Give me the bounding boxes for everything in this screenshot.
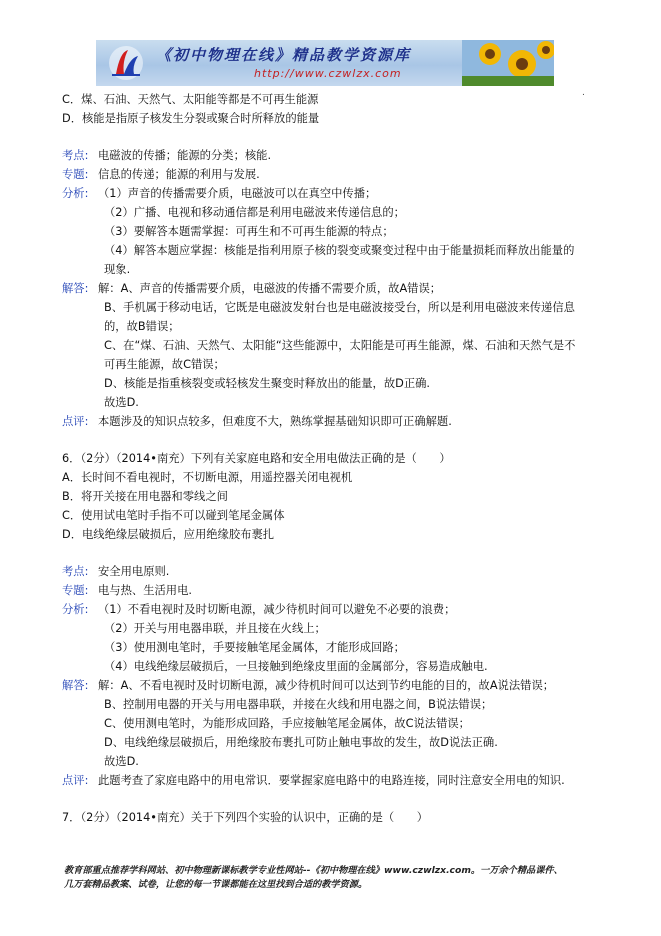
page-footer xyxy=(64,864,624,892)
fenxi-label: 分析: xyxy=(62,187,89,200)
site-logo-icon xyxy=(106,44,146,82)
jieda-line: B、控制用电器的开关与用电器串联，并接在火线和用电器之间，B说法错误； xyxy=(104,698,493,711)
a5-jieda xyxy=(62,279,592,298)
zhuanti-text: 电与热、生活用电. xyxy=(98,584,192,597)
fenxi-line: （3）要解答本题需掌握：可再生和不可再生能源的特点； xyxy=(104,225,394,238)
a6-kaodian xyxy=(62,562,592,581)
jieda-line: D、核能是指重核裂变或轻核发生聚变时释放出的能量，故D正确. xyxy=(104,377,431,390)
q7-stem: 7．（2分）（2014•南充）关于下列四个实验的认识中，正确的是（ ） xyxy=(62,811,429,824)
q5-option-c: C．煤、石油、天然气、太阳能等都是不可再生能源 xyxy=(62,93,319,106)
fenxi-line: （1）不看电视时及时切断电源，减少待机时间可以避免不必要的浪费； xyxy=(98,603,456,616)
fenxi-line: （4）解答本题应掌握：核能是指利用原子核的裂变或聚变过程中由于能量损耗而释放出能量的 xyxy=(104,244,575,257)
jieda-line: C、在“煤、石油、天然气、太阳能“这些能源中，太阳能是可再生能源，煤、石油和天然气是不 xyxy=(104,339,576,352)
kaodian-label: 考点: xyxy=(62,149,89,162)
fenxi-line: （2）广播、电视和移动通信都是利用电磁波来传递信息的； xyxy=(104,206,405,219)
a5-kaodian xyxy=(62,146,592,165)
fenxi-line: （1）声音的传播需要介质，电磁波可以在真空中传播； xyxy=(98,187,377,200)
jieda-label: 解答: xyxy=(62,282,89,295)
dianping-text: 此题考查了家庭电路中的用电常识．要掌握家庭电路中的电路连接，同时注意安全用电的知识. xyxy=(98,774,565,787)
kaodian-label: 考点: xyxy=(62,565,89,578)
fenxi-label: 分析: xyxy=(62,603,89,616)
zhuanti-label: 专题: xyxy=(62,584,89,597)
footer-line: 教育部重点推荐学科网站、初中物理新课标教学专业性网站--《初中物理在线》www.czwlzx.com。一万余个精品课件、 xyxy=(64,865,563,876)
a6-zhuanti xyxy=(62,581,592,600)
fenxi-line: （3）使用测电笔时，手要接触笔尾金属体，才能形成回路； xyxy=(104,641,405,654)
q6-stem: 6．（2分）（2014•南充）下列有关家庭电路和安全用电做法正确的是（ ） xyxy=(62,452,451,465)
a6-jieda xyxy=(62,676,592,695)
jieda-line: 解：A、不看电视时及时切断电源，减少待机时间可以达到节约电能的目的，故A说法错误； xyxy=(98,679,555,692)
a6-dianping xyxy=(62,771,592,790)
kaodian-text: 电磁波的传播；能源的分类；核能. xyxy=(98,149,272,162)
jieda-line: 解：A、声音的传播需要介质，电磁波的传播不需要介质，故A错误； xyxy=(98,282,442,295)
jieda-line: B、手机属于移动电话，它既是电磁波发射台也是电磁波接受台，所以是利用电磁波来传递信息 xyxy=(104,301,575,314)
jieda-line: 的，故B错误； xyxy=(104,320,180,333)
q6-option-a: A．长时间不看电视时，不切断电源，用遥控器关闭电视机 xyxy=(62,471,353,484)
q6-option-d: D．电线绝缘层破损后，应用绝缘胶布裹扎 xyxy=(62,528,275,541)
jieda-label: 解答: xyxy=(62,679,89,692)
q5-option-d: D．核能是指原子核发生分裂或聚合时所释放的能量 xyxy=(62,112,320,125)
jieda-line: C、使用测电笔时，为能形成回路，手应接触笔尾金属体，故C说法错误； xyxy=(104,717,470,730)
corner-mark: . xyxy=(582,88,585,98)
zhuanti-label: 专题: xyxy=(62,168,89,181)
zhuanti-text: 信息的传递；能源的利用与发展. xyxy=(98,168,260,181)
dianping-text: 本题涉及的知识点较多，但难度不大，熟练掌握基础知识即可正确解题. xyxy=(98,415,452,428)
a5-zhuanti xyxy=(62,165,592,184)
dianping-label: 点评: xyxy=(62,415,89,428)
document-body xyxy=(62,90,592,827)
banner-title: 《初中物理在线》精品教学资源库 xyxy=(156,46,412,64)
a5-fenxi xyxy=(62,184,592,203)
jieda-line: 故选D. xyxy=(104,755,139,768)
a5-dianping xyxy=(62,412,592,431)
footer-line: 几万套精品教案、试卷，让您的每一节课都能在这里找到合适的教学资源。 xyxy=(64,879,368,890)
fenxi-line: （4）电线绝缘层破损后，一旦接触到绝缘皮里面的金属部分，容易造成触电. xyxy=(104,660,488,673)
a6-fenxi xyxy=(62,600,592,619)
jieda-line: 可再生能源，故C错误； xyxy=(104,358,225,371)
sunflower-image-icon xyxy=(462,40,554,86)
banner-url[interactable]: http://www.czwlzx.com xyxy=(254,67,402,80)
header-banner xyxy=(96,40,554,86)
jieda-line: 故选D. xyxy=(104,396,139,409)
fenxi-line: 现象. xyxy=(104,263,131,276)
fenxi-line: （2）开关与用电器串联，并且接在火线上； xyxy=(104,622,326,635)
jieda-line: D、电线绝缘层破损后，用绝缘胶布裹扎可防止触电事故的发生，故D说法正确. xyxy=(104,736,498,749)
q6-option-b: B．将开关接在用电器和零线之间 xyxy=(62,490,228,503)
kaodian-text: 安全用电原则. xyxy=(98,565,170,578)
dianping-label: 点评: xyxy=(62,774,89,787)
q6-option-c: C．使用试电笔时手指不可以碰到笔尾金属体 xyxy=(62,509,285,522)
